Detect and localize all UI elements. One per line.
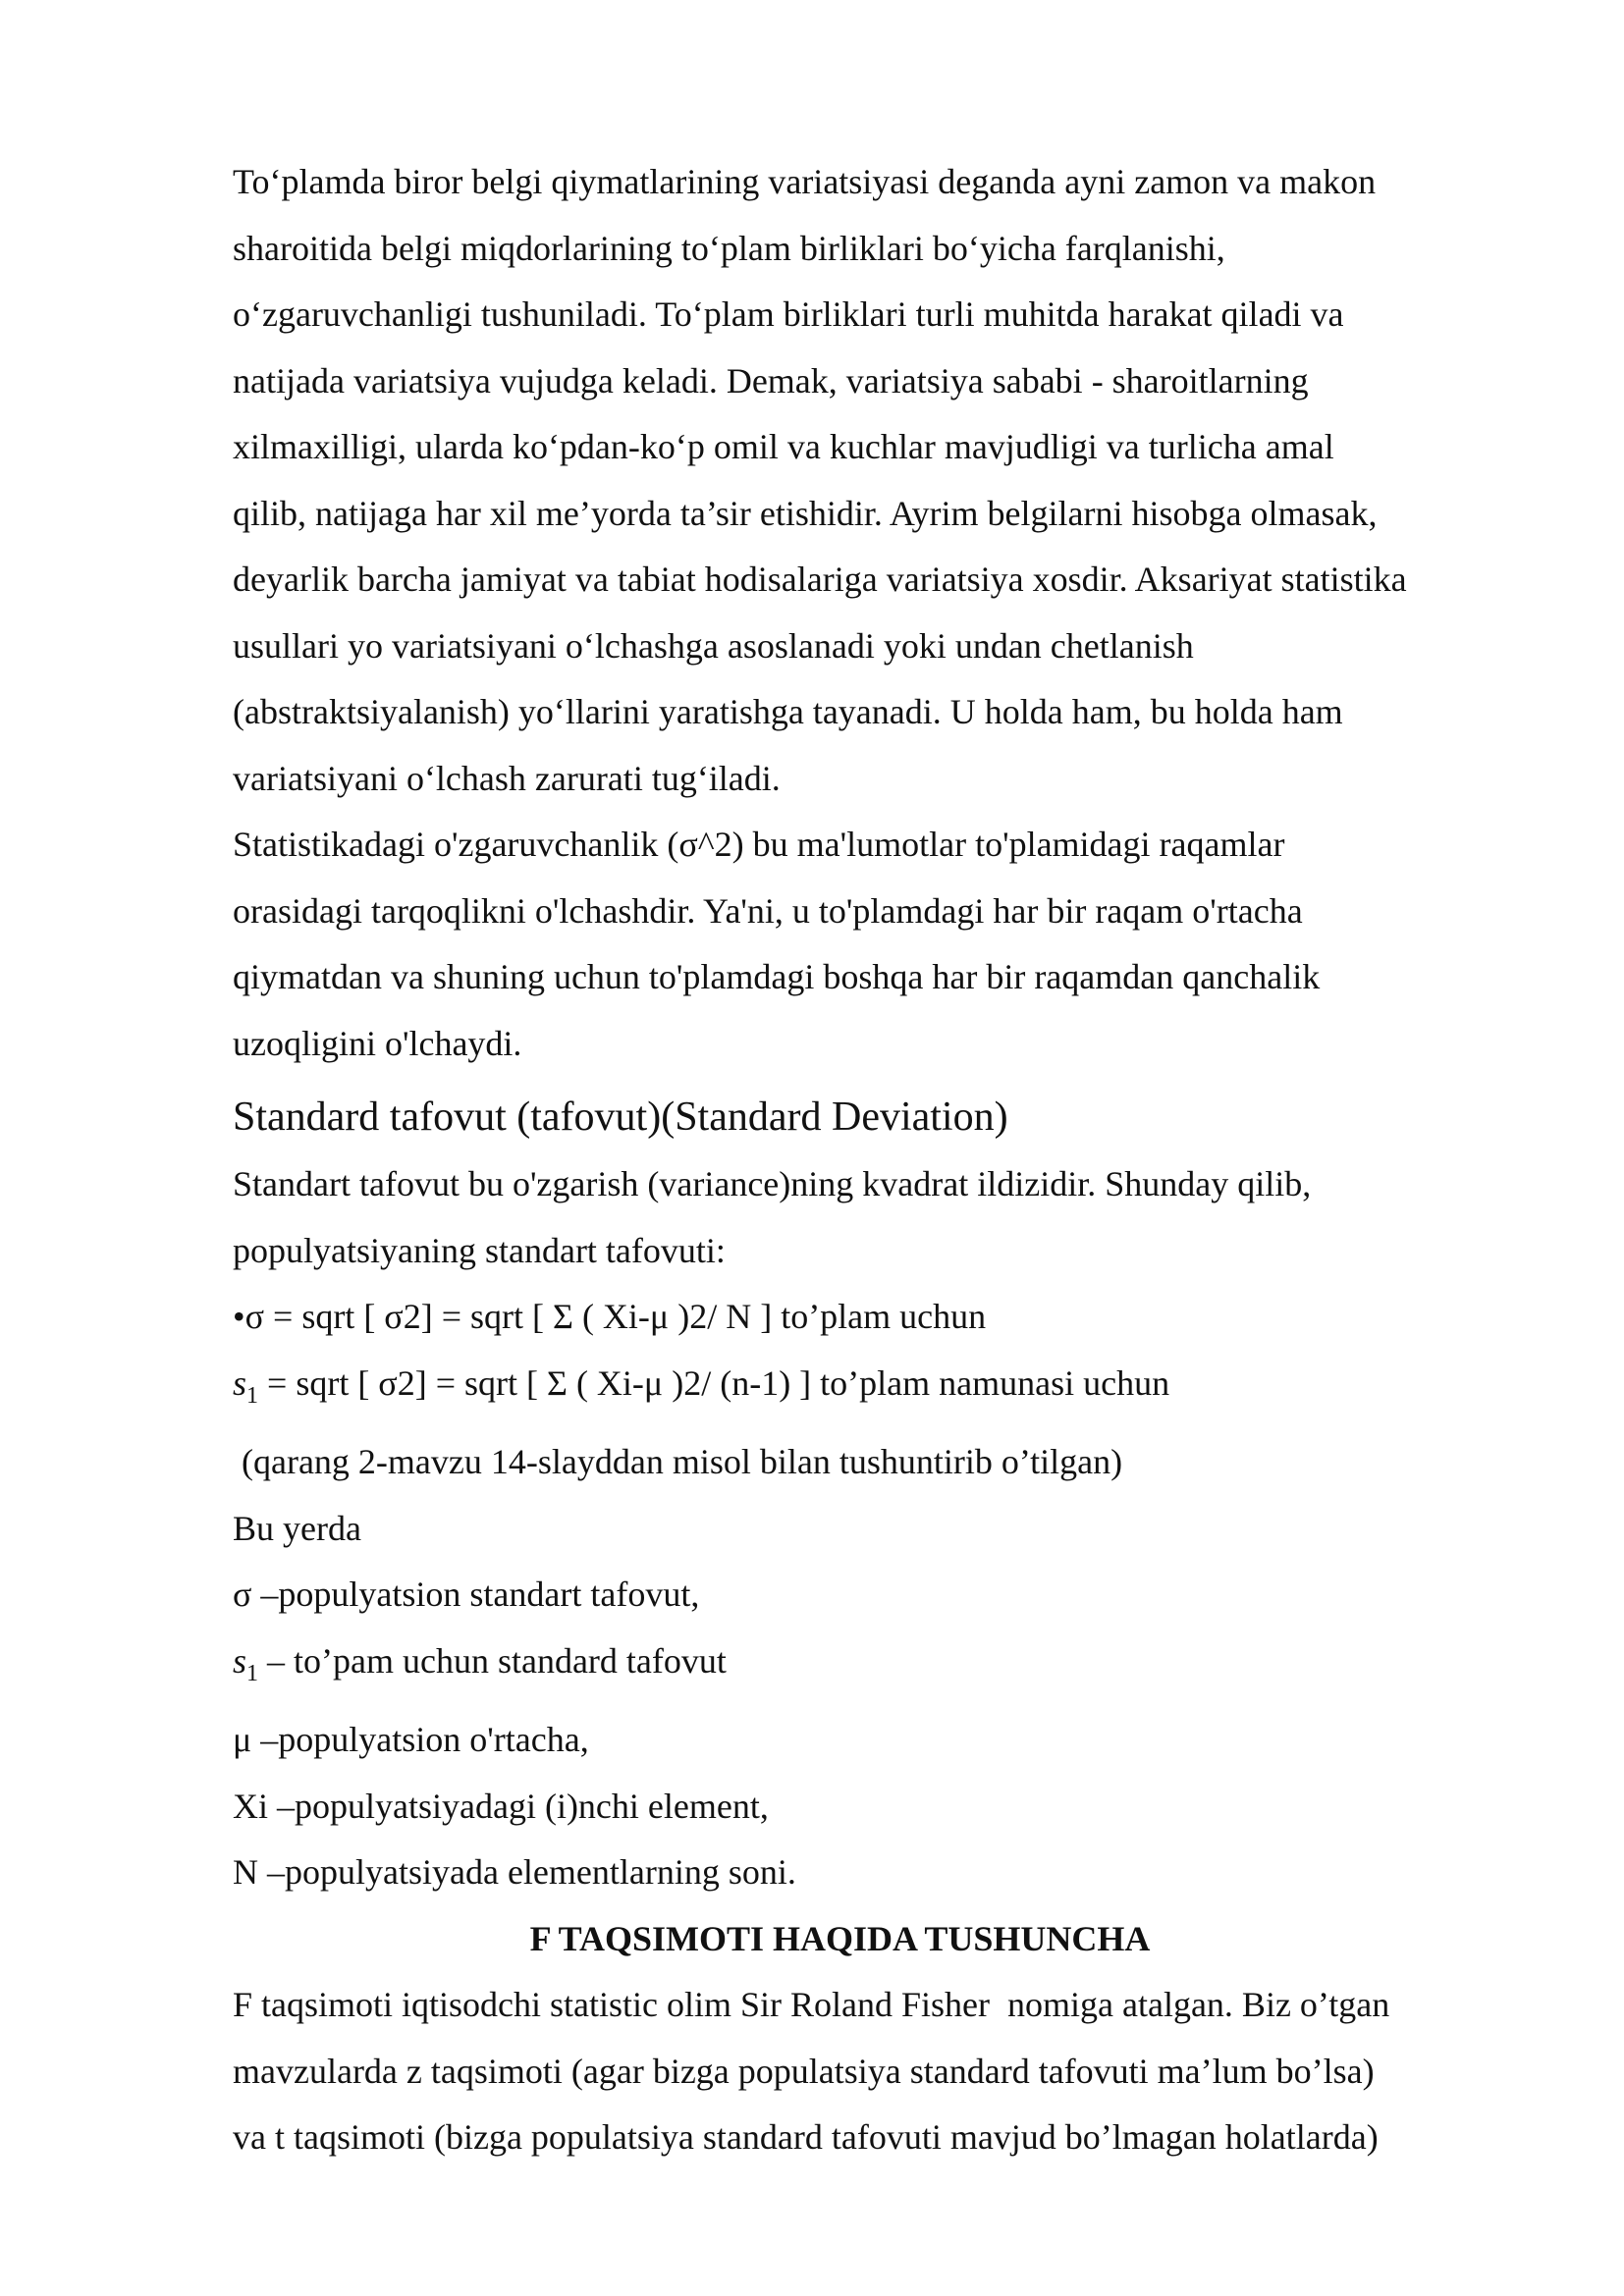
variance-paragraph xyxy=(233,812,1506,1077)
s1-symbol: s xyxy=(233,1362,247,1403)
intro-paragraph xyxy=(233,149,1506,812)
text-line: F taqsimoti iqtisodchi statistic olim Sir Roland Fisher nomiga atalgan. Biz o’tgan xyxy=(233,1985,1390,2024)
text-line: qilib, natijaga har xil me’yorda ta’sir etishidir. Ayrim belgilarni hisobga olmasak, xyxy=(233,493,1378,533)
definition-mu: μ –populyatsion o'rtacha, xyxy=(233,1720,589,1759)
text-line: (abstraktsiyalanish) yo‘llarini yaratishga tayanadi. U holda ham, bu holda ham xyxy=(233,692,1343,731)
text-line: variatsiyani o‘lchash zarurati tug‘iladi. xyxy=(233,758,781,798)
sample-formula xyxy=(233,1351,1506,1430)
text-line: orasidagi tarqoqlikni o'lchashdir. Ya'ni, u to'plamdagi har bir raqam o'rtacha xyxy=(233,890,1303,931)
std-deviation-heading: Standard tafovut (tafovut)(Standard Deviation) xyxy=(233,1095,1008,1140)
definition-sigma: σ –populyatsion standart tafovut, xyxy=(233,1575,700,1614)
s1-subscript: 1 xyxy=(246,1382,259,1409)
std-deviation-paragraph xyxy=(233,1151,1506,1906)
text-line: Statistikadagi o'zgaruvchanlik (σ^2) bu ma'lumotlar to'plamidagi raqamlar xyxy=(233,825,1285,864)
s1-subscript: 1 xyxy=(246,1660,259,1686)
text-line: qiymatdan va shuning uchun to'plamdagi boshqa har bir raqamdan qanchalik xyxy=(233,957,1321,996)
text-line: o‘zgaruvchanligi tushuniladi. To‘plam birliklari turli muhitda harakat qiladi va xyxy=(233,294,1344,334)
text-line: usullari yo variatsiyani o‘lchashga asoslanadi yoki undan chetlanish xyxy=(233,625,1194,666)
text-line: deyarlik barcha jamiyat va tabiat hodisalariga variatsiya xosdir. Aksariyat statistika xyxy=(233,560,1407,599)
population-formula: •σ = sqrt [ σ2] = sqrt [ Σ ( Xi-μ )2/ N ] to’plam uchun xyxy=(233,1297,987,1336)
note-line: (qarang 2-mavzu 14-slayddan misol bilan tushuntirib o’tilgan) xyxy=(233,1442,1123,1481)
text-line: To‘plamda biror belgi qiymatlarining variatsiyasi deganda ayni zamon va makon xyxy=(233,162,1377,201)
text-line: sharoitida belgi miqdorlarining to‘plam birliklari bo‘yicha farqlanishi, xyxy=(233,228,1225,268)
text-line: va t taqsimoti (bizga populatsiya standard tafovuti mavjud bo’lmagan holatlarda) xyxy=(233,2117,1379,2157)
text-line: uzoqligini o'lchaydi. xyxy=(233,1023,522,1063)
definition-n: N –populyatsiyada elementlarning soni. xyxy=(233,1852,796,1892)
section-title: F TAQSIMOTI HAQIDA TUSHUNCHA xyxy=(529,1918,1151,1958)
sample-formula-text: = sqrt [ σ2] = sqrt [ Σ ( Xi-μ )2/ (n-1) ] to’plam namunasi uchun xyxy=(258,1362,1170,1403)
text-line: populyatsiyaning standart tafovuti: xyxy=(233,1230,726,1270)
definition-s1-text: – to’pam uchun standard tafovut xyxy=(258,1640,727,1681)
bu-yerda-label: Bu yerda xyxy=(233,1508,361,1548)
text-line: Standart tafovut bu o'zgarish (variance)ning kvadrat ildizidir. Shunday qilib, xyxy=(233,1164,1312,1203)
s1-symbol: s xyxy=(233,1640,247,1681)
f-distribution-paragraph xyxy=(233,1972,1506,2171)
text-line: natijada variatsiya vujudga keladi. Demak, variatsiya sababi - sharoitlarning xyxy=(233,360,1309,400)
definition-s1 xyxy=(233,1629,1506,1708)
text-line: mavzularda z taqsimoti (agar bizga populatsiya standard tafovuti ma’lum bo’lsa) xyxy=(233,2051,1375,2091)
text-line: xilmaxilligi, ularda ko‘pdan-ko‘p omil va kuchlar mavjudligi va turlicha amal xyxy=(233,427,1334,466)
definition-xi: Xi –populyatsiyadagi (i)nchi element, xyxy=(233,1786,769,1826)
